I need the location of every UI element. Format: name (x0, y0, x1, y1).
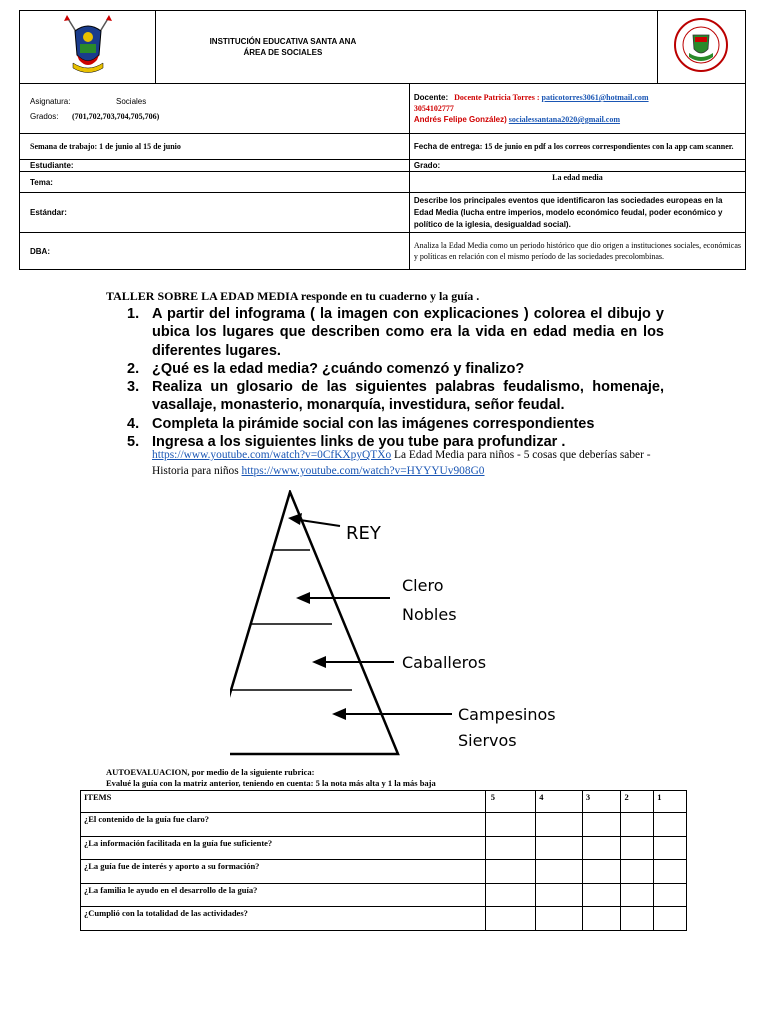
task-item (124, 360, 664, 378)
estandar-label: Estándar: (30, 208, 67, 217)
task-text: ¿Qué es la edad media? ¿cuándo comenzó y finalizo? (152, 360, 525, 377)
docente-cell (409, 84, 745, 134)
tema-value: La edad media (552, 173, 603, 182)
estandar-value-cell (409, 193, 745, 233)
rubric-score-cell[interactable] (654, 836, 687, 860)
email-link-1[interactable]: paticotorres3061@hotmail.com (541, 93, 649, 102)
grado-label: Grado: (413, 161, 441, 170)
asignatura-value: Sociales (116, 96, 147, 106)
taller-title (106, 289, 479, 304)
rubric-score-cell[interactable] (536, 860, 583, 884)
table-row (81, 836, 687, 860)
estudiante-label: Estudiante: (30, 161, 74, 170)
pyramid-label-caballeros: Caballeros (402, 653, 487, 672)
rubric-score-cell[interactable] (582, 836, 621, 860)
fecha-value: : 15 de junio en pdf a los correos correspondientes con la app cam scanner. (479, 142, 734, 151)
task-item (124, 378, 664, 415)
arrow-icon (296, 592, 390, 604)
fecha-cell (409, 134, 745, 160)
institution-name: INSTITUCIÓN EDUCATIVA SANTA ANA (209, 37, 357, 46)
tema-value-cell (409, 172, 745, 193)
video-links (152, 447, 672, 479)
autoevaluacion-subtitle: Evalué la guía con la matriz anterior, teniendo en cuenta: 5 la nota más alta y 1 la más baja (106, 778, 436, 788)
rubric-score-cell[interactable] (654, 907, 687, 931)
institution-cell (156, 11, 409, 84)
pyramid-label-clero: Clero (402, 576, 444, 595)
dba-label-cell (20, 233, 410, 270)
seal-cell (657, 11, 745, 84)
rubric-score-cell[interactable] (582, 907, 621, 931)
rubric-item: ¿La información facilitada en la guía fue suficiente? (81, 836, 486, 860)
rubric-score-cell[interactable] (654, 813, 687, 837)
pyramid-label-siervos: Siervos (458, 731, 517, 750)
rubric-score-cell[interactable] (582, 883, 621, 907)
task-item (124, 305, 664, 360)
rubric-header-cell: 1 (654, 791, 687, 813)
taller-title-bold: TALLER SOBRE LA EDAD MEDIA (106, 289, 298, 303)
email-link-2[interactable]: socialessantana2020@gmail.com (508, 115, 621, 124)
rubric-item: ¿Cumplió con la totalidad de las actividades? (81, 907, 486, 931)
task-text: Realiza un glosario de las siguientes palabras feudalismo, homenaje, vasallaje, monasterio, monarquía, investidura, señor feudal. (152, 379, 664, 414)
arrow-icon (288, 513, 340, 526)
area-name: ÁREA DE SOCIALES (243, 48, 323, 57)
rubric-header-cell: 3 (582, 791, 621, 813)
tema-label: Tema: (30, 177, 53, 187)
task-number: 2. (127, 360, 140, 377)
rubric-header-cell: 5 (485, 791, 536, 813)
semana-text: Semana de trabajo: 1 de junio al 15 de junio (30, 142, 181, 151)
task-list (124, 305, 664, 451)
rubric-score-cell[interactable] (536, 813, 583, 837)
rubric-score-cell[interactable] (654, 860, 687, 884)
rubric-header-cell: 2 (621, 791, 654, 813)
rubric-table (80, 790, 687, 931)
task-number: 3. (127, 379, 140, 396)
rubric-score-cell[interactable] (621, 907, 654, 931)
docente-name-1: Docente Patricia Torres : (454, 93, 540, 102)
docente-name-2: Andrés Felipe González) (413, 115, 507, 124)
fecha-label: Fecha de entrega (413, 142, 480, 151)
taller-title-rest: responde en tu cuaderno y la guía . (297, 289, 480, 303)
subject-cell (20, 84, 410, 134)
rubric-header-row (81, 791, 687, 813)
rubric-score-cell[interactable] (582, 813, 621, 837)
task-number: 1. (127, 306, 140, 322)
rubric-header-cell: 4 (536, 791, 583, 813)
rubric-score-cell[interactable] (485, 860, 536, 884)
arrow-icon (312, 656, 394, 668)
table-row (81, 813, 687, 837)
rubric-item: ¿La guía fue de interés y aporto a su formación? (81, 860, 486, 884)
rubric-score-cell[interactable] (536, 836, 583, 860)
phone-number: 3054102777 (413, 104, 454, 113)
table-row (81, 907, 687, 931)
rubric-score-cell[interactable] (485, 836, 536, 860)
rubric-score-cell[interactable] (582, 860, 621, 884)
pyramid-label-campesinos: Campesinos (458, 705, 556, 724)
youtube-link-2[interactable]: https://www.youtube.com/watch?v=HYYYUv908G0 (241, 465, 485, 477)
task-text: A partir del infograma ( la imagen con explicaciones ) colorea el dibujo y ubica los lugares que describen como era la vida en edad media en los diferentes lugares. (152, 306, 664, 359)
rubric-score-cell[interactable] (485, 907, 536, 931)
rubric-header-cell: ITEMS (81, 791, 486, 813)
docente-label: Docente: (413, 93, 449, 102)
school-seal-icon (673, 17, 729, 73)
rubric-item: ¿El contenido de la guía fue claro? (81, 813, 486, 837)
rubric-score-cell[interactable] (485, 813, 536, 837)
rubric-score-cell[interactable] (536, 907, 583, 931)
social-pyramid (230, 490, 570, 760)
dba-value: Analiza la Edad Media como un periodo histórico que dio origen a instituciones sociales, económicas y políticas en relación con el mismo período de las sociedades precolombinas. (413, 241, 741, 261)
estandar-value: Describe los principales eventos que identificaron las sociedades europeas en la Edad Media (lucha entre imperios, modelo económico feudal, poder económico y político de la iglesia, desigualdad social). (413, 195, 723, 229)
video-description: La Edad Media para niños - 5 cosas que deberías saber - Historia para niños (152, 449, 651, 477)
asignatura-label: Asignatura: (30, 96, 71, 106)
arrow-icon (332, 708, 452, 720)
tema-label-cell (20, 172, 410, 193)
rubric-score-cell[interactable] (621, 883, 654, 907)
pyramid-label-rey: REY (346, 523, 381, 544)
rubric-item: ¿La familia le ayudo en el desarrollo de la guía? (81, 883, 486, 907)
grado-cell (409, 160, 745, 172)
autoevaluacion-title: AUTOEVALUACION, por medio de la siguiente rubrica: (106, 767, 315, 777)
grados-label: Grados: (30, 111, 59, 121)
school-crest-cell (20, 11, 156, 84)
rubric-score-cell[interactable] (654, 883, 687, 907)
task-number: 4. (127, 415, 140, 432)
task-text: Ingresa a los siguientes links de you tube para profundizar . (152, 434, 566, 451)
school-crest-icon (53, 13, 123, 77)
table-row (81, 883, 687, 907)
pyramid-label-nobles: Nobles (402, 605, 457, 624)
semana-cell (20, 134, 410, 160)
dba-label: DBA: (30, 246, 50, 256)
task-text: Completa la pirámide social con las imágenes correspondientes (152, 415, 595, 432)
rubric-score-cell[interactable] (621, 836, 654, 860)
rubric-score-cell[interactable] (621, 860, 654, 884)
header-table (19, 10, 746, 270)
rubric-score-cell[interactable] (621, 813, 654, 837)
youtube-link-1[interactable]: https://www.youtube.com/watch?v=0CfKXpyQTXo (152, 449, 392, 461)
task-item (124, 415, 664, 433)
rubric-score-cell[interactable] (536, 883, 583, 907)
autoevaluacion-heading (106, 767, 436, 789)
estudiante-cell (20, 160, 410, 172)
task-number: 5. (127, 434, 140, 451)
rubric-score-cell[interactable] (485, 883, 536, 907)
grados-value: (701,702,703,704,705,706) (72, 111, 160, 121)
dba-value-cell (409, 233, 745, 270)
table-row (81, 860, 687, 884)
estandar-label-cell (20, 193, 410, 233)
